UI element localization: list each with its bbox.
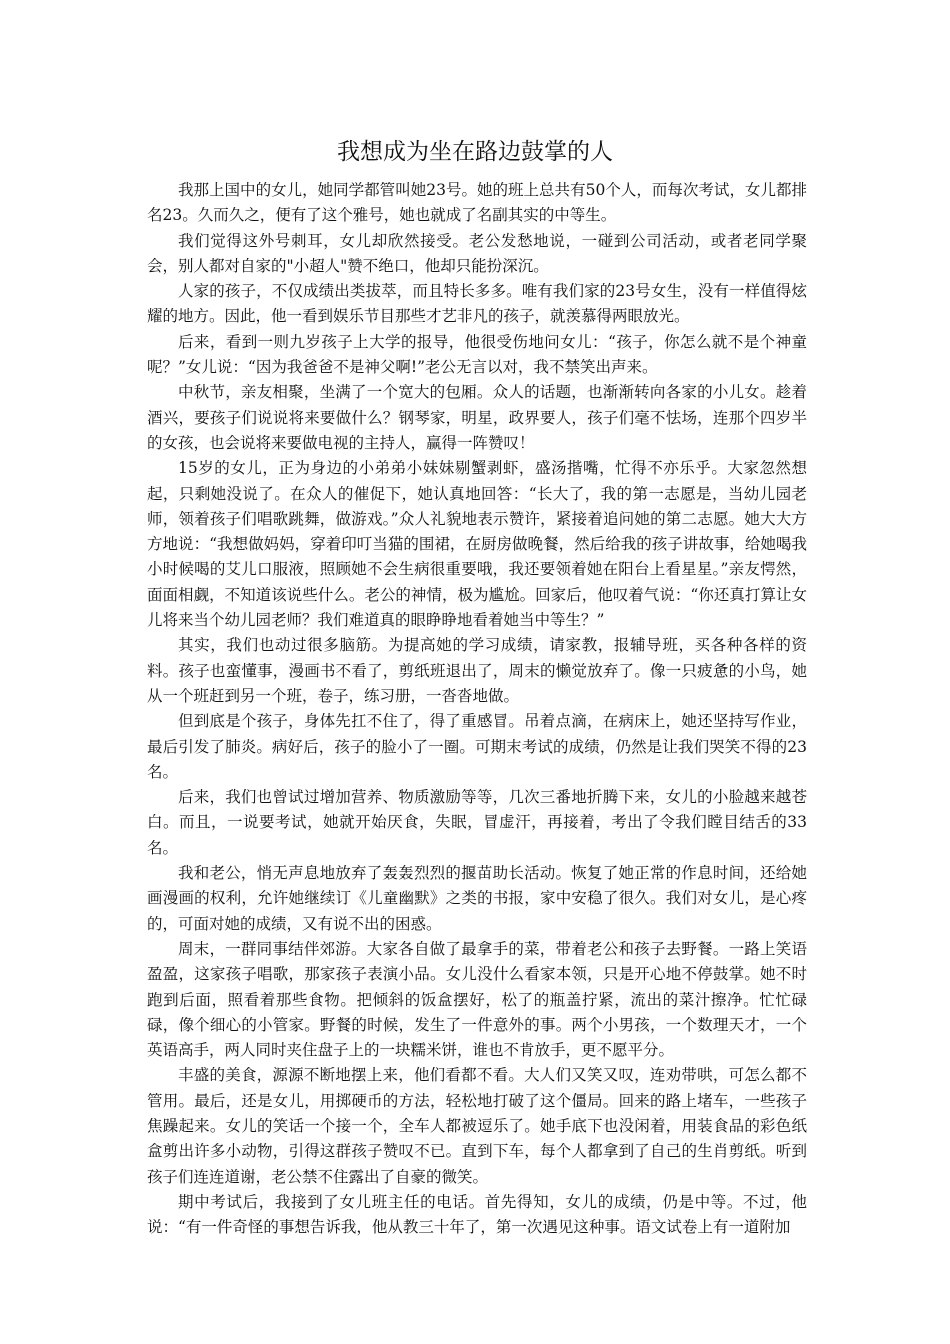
paragraph: 周末，一群同事结伴郊游。大家各自做了最拿手的菜，带着老公和孩子去野餐。一路上笑语盈盈，这家孩子唱歌，那家孩子表演小品。女儿没什么看家本领，只是开心地不停鼓掌。她不时跑到后面，照看着那些食物。把倾斜的饭盒摆好，松了的瓶盖拧紧，流出的菜汁擦净。忙忙碌碌，像个细心的小管家。野餐的时候，发生了一件意外的事。两个小男孩，一个数理天才，一个英语高手，两人同时夹住盘子上的一块糯米饼，谁也不肯放手，更不愿平分。 (147, 939, 807, 1060)
paragraph: 人家的孩子，不仅成绩出类拔萃，而且特长多多。唯有我们家的23号女生，没有一样值得炫耀的地方。因此，他一看到娱乐节目那些才艺非凡的孩子，就羡慕得两眼放光。 (147, 282, 807, 326)
paragraph: 我那上国中的女儿，她同学都管叫她23号。她的班上总共有50个人，而每次考试，女儿都排名23。久而久之，便有了这个雅号，她也就成了名副其实的中等生。 (147, 181, 807, 225)
paragraph: 但到底是个孩子，身体先扛不住了，得了重感冒。吊着点滴，在病床上，她还坚持写作业，最后引发了肺炎。病好后，孩子的脸小了一圈。可期末考试的成绩，仍然是让我们哭笑不得的23名。 (147, 712, 807, 781)
paragraph: 我们觉得这外号刺耳，女儿却欣然接受。老公发愁地说，一碰到公司活动，或者老同学聚会，别人都对自家的"小超人"赞不绝口，他却只能扮深沉。 (147, 231, 807, 275)
paragraph: 后来，我们也曾试过增加营养、物质激励等等，几次三番地折腾下来，女儿的小脸越来越苍白。而且，一说要考试，她就开始厌食，失眠，冒虚汗，再接着，考出了令我们瞠目结舌的33名。 (147, 788, 807, 857)
document-body (147, 178, 807, 1240)
paragraph: 后来，看到一则九岁孩子上大学的报导，他很受伤地问女儿：“孩子，你怎么就不是个神童呢？”女儿说：“因为我爸爸不是神父啊!”老公无言以对，我不禁笑出声来。 (147, 332, 807, 377)
paragraph: 其实，我们也动过很多脑筋。为提高她的学习成绩，请家教，报辅导班，买各种各样的资料。孩子也蛮懂事，漫画书不看了，剪纸班退出了，周末的懒觉放弃了。像一只疲惫的小鸟，她从一个班赶到另一个班，卷子，练习册，一沓沓地做。 (147, 636, 807, 705)
paragraph: 中秋节，亲友相聚，坐满了一个宽大的包厢。众人的话题，也渐渐转向各家的小儿女。趁着酒兴，要孩子们说说将来要做什么？钢琴家，明星，政界要人，孩子们毫不怯场，连那个四岁半的女孩，也会说将来要做电视的主持人，赢得一阵赞叹！ (147, 383, 807, 452)
paragraph: 15岁的女儿，正为身边的小弟弟小妹妹剔蟹剥虾，盛汤揩嘴，忙得不亦乐乎。大家忽然想起，只剩她没说了。在众人的催促下，她认真地回答：“长大了，我的第一志愿是，当幼儿园老师，领着孩子们唱歌跳舞，做游戏。”众人礼貌地表示赞许，紧接着追问她的第二志愿。她大大方方地说：“我想做妈妈，穿着印叮当猫的围裙，在厨房做晚餐，然后给我的孩子讲故事，给她喝我小时候喝的艾儿口服液，照顾她不会生病很重要哦，我还要领着她在阳台上看星星。”亲友愕然，面面相觑，不知道该说些什么。老公的神情，极为尴尬。回家后，他叹着气说：“你还真打算让女儿将来当个幼儿园老师？我们难道真的眼睁睁地看着她当中等生？” (147, 459, 807, 630)
paragraph: 我和老公，悄无声息地放弃了轰轰烈烈的揠苗助长活动。恢复了她正常的作息时间，还给她画漫画的权利，允许她继续订《儿童幽默》之类的书报，家中安稳了很久。我们对女儿，是心疼的，可面对她的成绩，又有说不出的困惑。 (147, 864, 807, 933)
paragraph: 丰盛的美食，源源不断地摆上来，他们看都不看。大人们又笑又叹，连劝带哄，可怎么都不管用。最后，还是女儿，用掷硬币的方法，轻松地打破了这个僵局。回来的路上堵车，一些孩子焦躁起来。女儿的笑话一个接一个，全车人都被逗乐了。她手底下也没闲着，用装食品的彩色纸盒剪出许多小动物，引得这群孩子赞叹不已。直到下车，每个人都拿到了自己的生肖剪纸。听到孩子们连连道谢，老公禁不住露出了自豪的微笑。 (147, 1066, 807, 1186)
paragraph: 期中考试后，我接到了女儿班主任的电话。首先得知，女儿的成绩，仍是中等。不过，他说：“有一件奇怪的事想告诉我，他从教三十年了，第一次遇见这种事。语文试卷上有一道附加 (147, 1192, 807, 1237)
document-title: 我想成为坐在路边鼓掌的人 (337, 139, 613, 165)
